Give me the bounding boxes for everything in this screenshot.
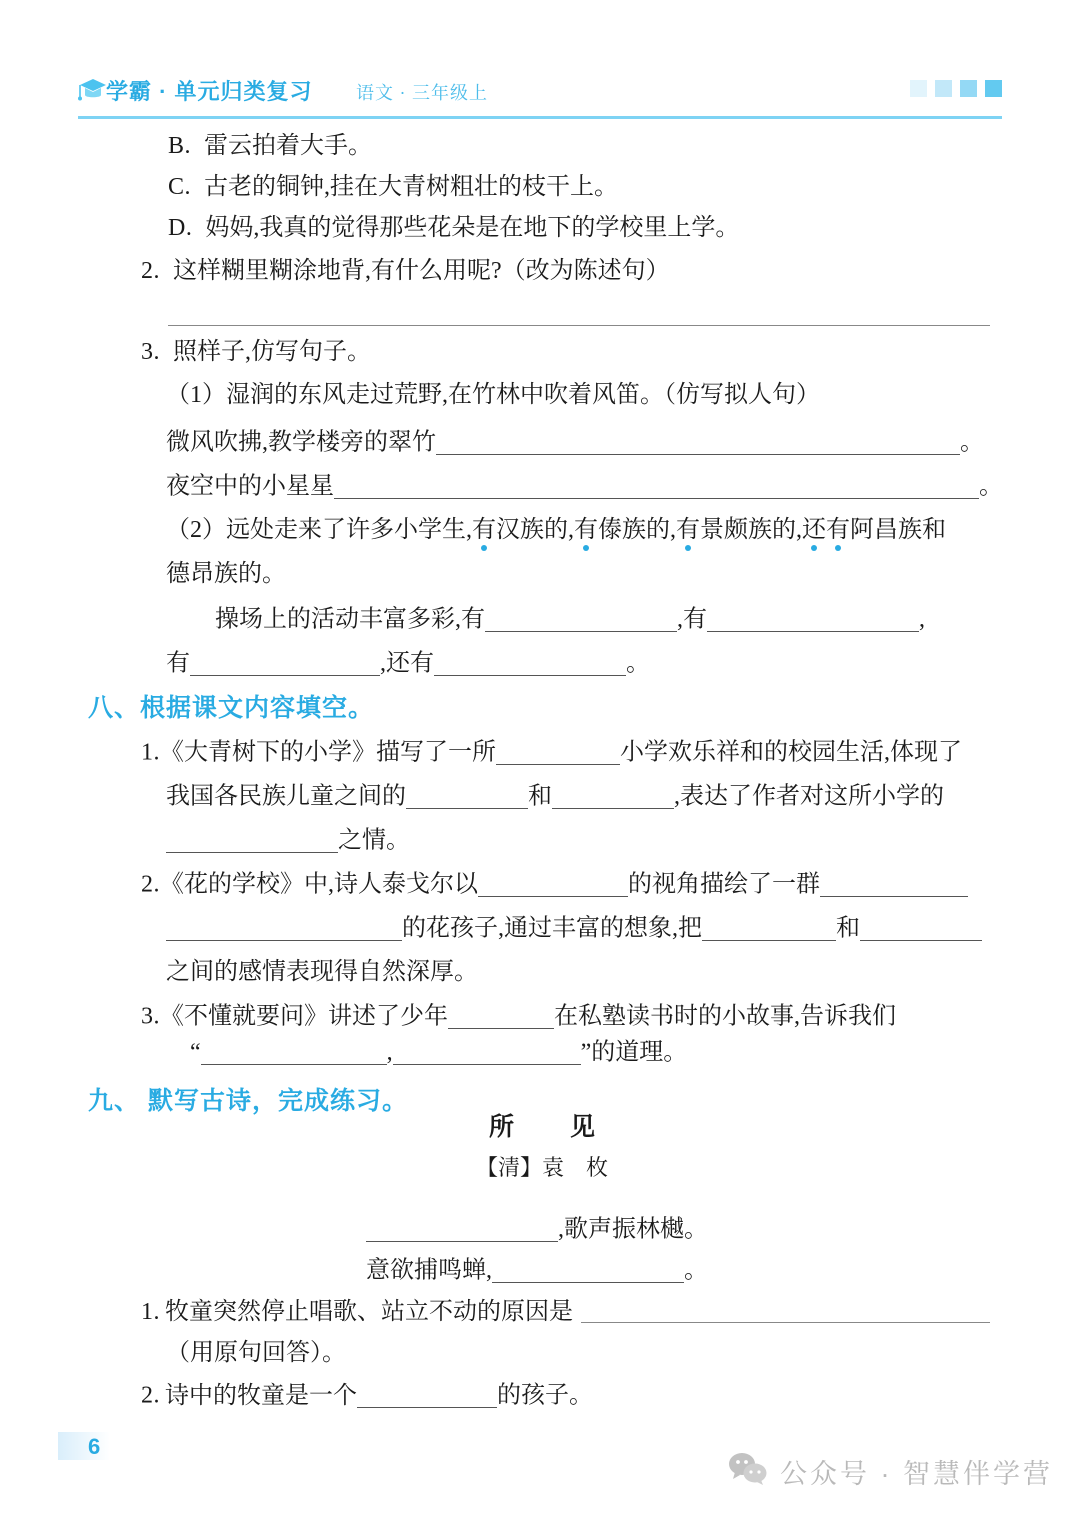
s8i2-blank-2[interactable] [820, 872, 968, 897]
sub2-text-4: 阿昌族和 [850, 517, 946, 543]
s8i1-l3-a: 之情。 [338, 827, 410, 854]
sub1-line1-suffix: 。 [960, 429, 984, 456]
s8i3-blank-1[interactable] [448, 1004, 554, 1029]
question-3-sub1-line2 [166, 474, 1003, 499]
section8-item2-line3 [166, 960, 478, 984]
section8-item3-number: 3. [141, 1003, 160, 1030]
section8-item2-line2 [166, 916, 982, 941]
sub1-line1-blank[interactable] [436, 430, 960, 455]
s8i1-l2-a: 我国各民族儿童之间的 [166, 783, 406, 810]
s8i1-l2-c: ,表达了作者对这所小学的 [674, 783, 944, 810]
question-2-number: 2. [141, 258, 160, 284]
s8i2-l3-a: 之间的感情表现得自然深厚。 [166, 959, 478, 985]
section9-q2-blank[interactable] [357, 1383, 497, 1408]
option-c [168, 175, 618, 199]
question-2-answer-line[interactable] [168, 325, 990, 326]
decor-square-1 [910, 80, 927, 97]
question-3-answer-line1 [215, 607, 925, 632]
option-d-text: 妈妈,我真的觉得那些花朵是在地下的学校里上学。 [205, 215, 740, 241]
emphasis-char-3: 有 [676, 517, 700, 543]
emphasis-char-1: 有 [472, 517, 496, 543]
answer-mid-1: ,有 [677, 606, 707, 633]
section9-q2-text-b: 的孩子。 [497, 1382, 593, 1409]
section-9-heading: 九、 默写古诗，完成练习。 [88, 1087, 408, 1115]
sub1-line2-suffix: 。 [979, 473, 1003, 500]
sub2-text-2: 傣族的, [598, 517, 676, 543]
footer-accent-bar [58, 1432, 110, 1460]
answer-prefix: 操场上的活动丰富多彩,有 [215, 606, 485, 633]
section9-q2-text-a: 诗中的牧童是一个 [165, 1382, 357, 1409]
poem-line-1 [366, 1217, 708, 1242]
section8-item3-line2 [190, 1040, 687, 1065]
answer-blank-4[interactable] [434, 651, 626, 676]
option-b-text: 雷云拍着大手。 [204, 133, 373, 159]
poem-blank-1[interactable] [366, 1217, 558, 1242]
s8i2-l1-b: 的视角描绘了一群 [628, 871, 820, 898]
poem-line-2 [366, 1258, 708, 1283]
decor-square-3 [960, 80, 977, 97]
s8i3-quote-open: “ [190, 1039, 201, 1066]
section-8-heading: 八、根据课文内容填空。 [88, 694, 375, 722]
s8i1-l1-b: 小学欢乐祥和的校园生活,体现了 [620, 739, 962, 766]
section9-question-1-note: （用原句回答）。 [166, 1340, 346, 1366]
sub2-text-3: 景颇族的, [700, 517, 802, 543]
section9-question-2 [141, 1383, 593, 1408]
option-d-label: D. [168, 215, 193, 241]
option-b [168, 134, 372, 158]
section9-question-1 [141, 1300, 573, 1324]
option-c-label: C. [168, 174, 192, 200]
option-c-text: 古老的铜钟,挂在大青树粗壮的枝干上。 [204, 174, 619, 200]
s8i1-blank-2[interactable] [406, 784, 528, 809]
s8i1-l2-b: 和 [528, 783, 552, 810]
s8i2-l2-a: 的花孩子,通过丰富的想象,把 [402, 915, 702, 942]
emphasis-char-2: 有 [574, 517, 598, 543]
wechat-icon [728, 1452, 768, 1491]
section8-item2-number: 2. [141, 871, 160, 898]
question-3 [141, 340, 371, 364]
question-3-sub1-text: 湿润的东风走过荒野,在竹林中吹着风笛。（仿写拟人句） [226, 382, 820, 408]
s8i2-blank-4[interactable] [702, 916, 836, 941]
answer-blank-1[interactable] [485, 607, 677, 632]
question-3-sub2-line2 [166, 562, 286, 586]
page-number: 6 [88, 1434, 101, 1459]
answer-blank-3[interactable] [190, 651, 380, 676]
option-d [168, 216, 739, 240]
emphasis-char-5: 有 [826, 517, 850, 543]
poem-line2-prefix: 意欲捕鸣蝉, [366, 1257, 492, 1284]
question-3-sub1-label: （1） [166, 382, 226, 408]
sub1-line1-prefix: 微风吹拂,教学楼旁的翠竹 [166, 429, 436, 456]
s8i2-l1-a: 《花的学校》中,诗人泰戈尔以 [160, 871, 478, 898]
poem-blank-2[interactable] [492, 1258, 684, 1283]
s8i1-blank-1[interactable] [496, 740, 620, 765]
section8-item1-line2 [166, 784, 944, 809]
poem-title: 所 见 [489, 1114, 598, 1141]
poem-line2-suffix: 。 [684, 1257, 708, 1284]
section9-q1-number: 1. [141, 1299, 160, 1325]
sub1-line2-prefix: 夜空中的小星星 [166, 473, 334, 500]
wechat-promo [728, 1452, 1053, 1491]
s8i2-blank-5[interactable] [860, 916, 982, 941]
answer-line2-a: 有 [166, 650, 190, 677]
s8i1-blank-3[interactable] [552, 784, 674, 809]
header-subtitle: 语文 · 三年级上 [356, 83, 488, 103]
emphasis-char-4: 还 [802, 517, 826, 543]
s8i2-l2-b: 和 [836, 915, 860, 942]
question-3-sub1-line1 [166, 430, 984, 455]
header-title: 学霸 · 单元归类复习 [106, 79, 313, 104]
s8i3-l1-b: 在私塾读书时的小故事,告诉我们 [554, 1003, 896, 1030]
graduation-cap-icon [78, 76, 108, 102]
question-2 [141, 259, 670, 283]
sub1-line2-blank[interactable] [334, 474, 979, 499]
section8-item1-number: 1. [141, 739, 160, 766]
page-header [78, 72, 1002, 118]
answer-mid-2: , [919, 606, 925, 633]
question-3-answer-line2 [166, 651, 650, 676]
poem-author: 【清】袁 枚 [476, 1155, 609, 1180]
section9-q1-answer-line[interactable] [581, 1322, 990, 1323]
sub2-line2-text: 德昂族的。 [166, 561, 286, 587]
s8i1-l1-a: 《大青树下的小学》描写了一所 [160, 739, 496, 766]
s8i3-blank-3[interactable] [393, 1040, 581, 1065]
question-2-text: 这样糊里糊涂地背,有什么用呢?（改为陈述句） [173, 258, 670, 284]
s8i3-quote-close: ”的道理。 [580, 1039, 688, 1066]
wechat-label: 公众号 · 智慧伴学营 [780, 1459, 1053, 1489]
section8-item3-line1 [141, 1004, 896, 1029]
section8-item1-line3 [166, 828, 410, 853]
s8i1-blank-4[interactable] [166, 828, 338, 853]
header-divider [78, 116, 1002, 119]
answer-line2-b: ,还有 [380, 650, 434, 677]
s8i3-l1-a: 《不懂就要问》讲述了少年 [160, 1003, 448, 1030]
sub2-label: （2） [166, 517, 226, 543]
section8-item2-line1 [141, 872, 968, 897]
answer-line2-c: 。 [626, 650, 650, 677]
s8i2-blank-1[interactable] [478, 872, 628, 897]
section9-q2-number: 2. [141, 1382, 160, 1409]
s8i3-blank-2[interactable] [201, 1040, 387, 1065]
poem-line1-suffix: ,歌声振林樾。 [558, 1216, 708, 1243]
question-3-sub1 [166, 383, 820, 407]
sub2-text-1: 汉族的, [496, 517, 574, 543]
decor-square-2 [935, 80, 952, 97]
section8-item1-line1 [141, 740, 962, 765]
section9-q1-text: 牧童突然停止唱歌、站立不动的原因是 [165, 1299, 573, 1325]
sub2-text-a: 远处走来了许多小学生, [226, 517, 472, 543]
decor-square-4 [985, 80, 1002, 97]
option-b-label: B. [168, 133, 192, 159]
header-decoration-squares [910, 80, 1002, 97]
answer-blank-2[interactable] [707, 607, 919, 632]
question-3-sub2-line1 [166, 518, 946, 542]
question-3-text: 照样子,仿写句子。 [173, 339, 371, 365]
s8i2-blank-3[interactable] [166, 916, 402, 941]
s8i3-comma: , [386, 1039, 393, 1066]
question-3-number: 3. [141, 339, 160, 365]
